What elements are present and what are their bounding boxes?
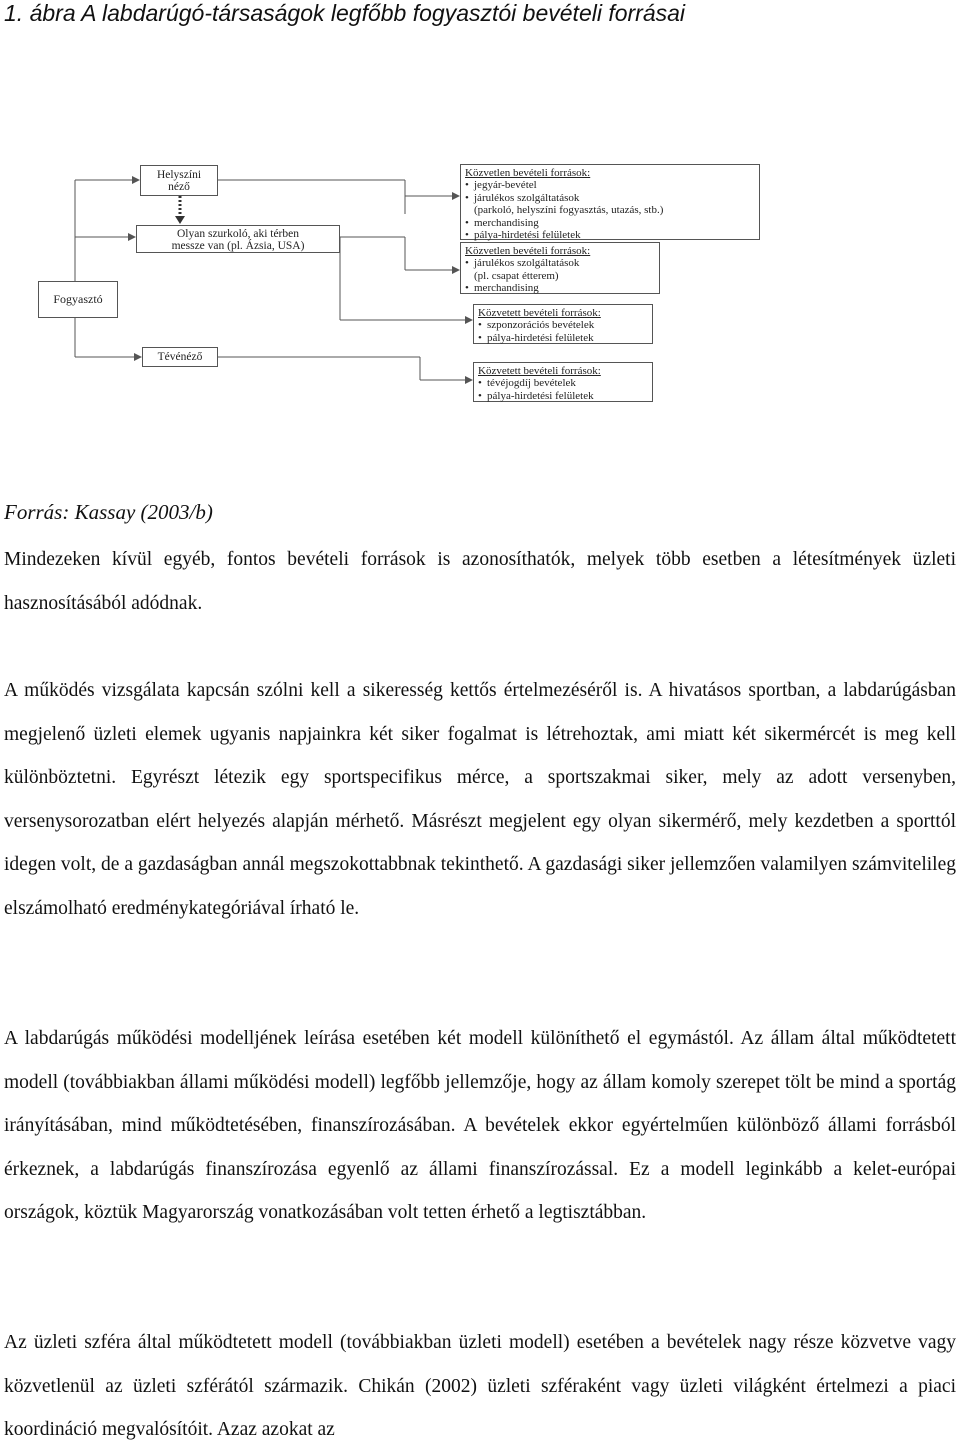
group3-item-sponsorship: • szponzorációs bevételek xyxy=(478,319,648,331)
tv-viewer-label: Tévénéző xyxy=(157,351,203,363)
remote-label-line2: messze van (pl. Ázsia, USA) xyxy=(171,240,305,252)
group2-item-merchandising: • merchandising xyxy=(465,282,655,294)
tv-viewer-box xyxy=(142,347,218,367)
onsite-label-line1: Helyszíni xyxy=(156,169,202,181)
revenue-diagram xyxy=(0,150,960,420)
direct-revenue-group-onsite xyxy=(460,164,760,240)
paragraph-1: Mindezeken kívül egyéb, fontos bevételi források is azonosíthatók, melyek több esetben a létesítmények üzleti hasznosításából adódnak. xyxy=(4,549,956,614)
paragraph-3: A labdarúgás működési modelljének leírása esetében két modell különíthető el egymástól. Az állam által működtetett modell (továbbiakban állami működési modell) legfőbb jellemzője, hogy az állam komoly szerepet tölt be mind a sportág irányításában, mind működtetésében, finanszírozásában. A bevételek ekkor egyértelműen különböző állami forrásból érkeznek, a labdarúgás finanszírozása egyenlő az állami finanszírozással. Ez a modell leginkább a kelet-európai országok, köztük Magyarország vonatkozásában volt tetten érhető a legtisztábban. xyxy=(4,1028,956,1223)
group1-item-merchandising: • merchandising xyxy=(465,217,755,229)
onsite-spectator-box xyxy=(140,165,218,196)
indirect-revenue-group-sponsor xyxy=(473,304,653,344)
consumer-label: Fogyasztó xyxy=(53,292,103,306)
remote-fan-box xyxy=(136,225,340,253)
paragraph-2: A működés vizsgálata kapcsán szólni kell a sikeresség kettős értelmezéséről is. A hivatásos sportban, a labdarúgásban megjelenő üzleti elemek ugyanis napjainkra két siker fogalmat is létrehoztak, ami miatt két sikermércét is meg kell különböztetni. Egyrészt létezik egy sportspecifikus mérce, a sportszakmai siker, mely az adott versenyben, versenysorozatban elért helyezés alapján mérhető. Másrészt megjelent egy olyan sikermérő, mely kezdetben a sporttól idegen volt, de a gazdaságban annál megszokottabbnak tekinthető. A gazdasági siker jellemzően valamilyen számvitelileg elszámolható eredménykategóriával írható le. xyxy=(4,680,956,919)
figure-source: Forrás: Kassay (2003/b) xyxy=(4,500,213,524)
group1-item-advertising: • pálya-hirdetési felületek xyxy=(465,229,755,241)
group3-item-advertising: • pálya-hirdetési felületek xyxy=(478,332,648,344)
group2-item-services-detail: (pl. csapat étterem) xyxy=(474,269,559,282)
group1-item-services-detail: (parkoló, helyszíni fogyasztás, utazás, stb.) xyxy=(474,204,664,217)
group3-heading: Közvetett bevételi források: xyxy=(478,307,601,319)
consumer-box xyxy=(38,281,118,318)
paragraph-4: Az üzleti szféra által működtetett modell (továbbiakban üzleti modell) esetében a bevételek nagy része közvetve vagy közvetlenül az üzleti szférától származik. Chikán (2002) üzleti szféraként vagy üzleti világként értelmezi a piaci koordináció megvalósítóit. Azaz azokat az xyxy=(4,1332,956,1440)
group1-item-ticket: • jegyár-bevétel xyxy=(465,179,755,191)
onsite-label-line2: néző xyxy=(168,181,190,193)
group1-item-services: • járulékos szolgáltatások xyxy=(465,192,755,204)
group1-heading: Közvetlen bevételi források: xyxy=(465,167,591,179)
indirect-revenue-group-tv xyxy=(473,362,653,402)
group2-item-services: • járulékos szolgáltatások xyxy=(465,257,655,269)
remote-label-line1: Olyan szurkoló, aki térben xyxy=(177,228,299,240)
group4-heading: Közvetett bevételi források: xyxy=(478,365,601,377)
group4-item-tv-rights: • tévéjogdíj bevételek xyxy=(478,377,648,389)
direct-revenue-group-remote xyxy=(460,242,660,294)
group2-heading: Közvetlen bevételi források: xyxy=(465,245,591,257)
figure-title: 1. ábra A labdarúgó-társaságok legfőbb fogyasztói bevételi forrásai xyxy=(4,0,686,26)
group4-item-advertising: • pálya-hirdetési felületek xyxy=(478,390,648,402)
